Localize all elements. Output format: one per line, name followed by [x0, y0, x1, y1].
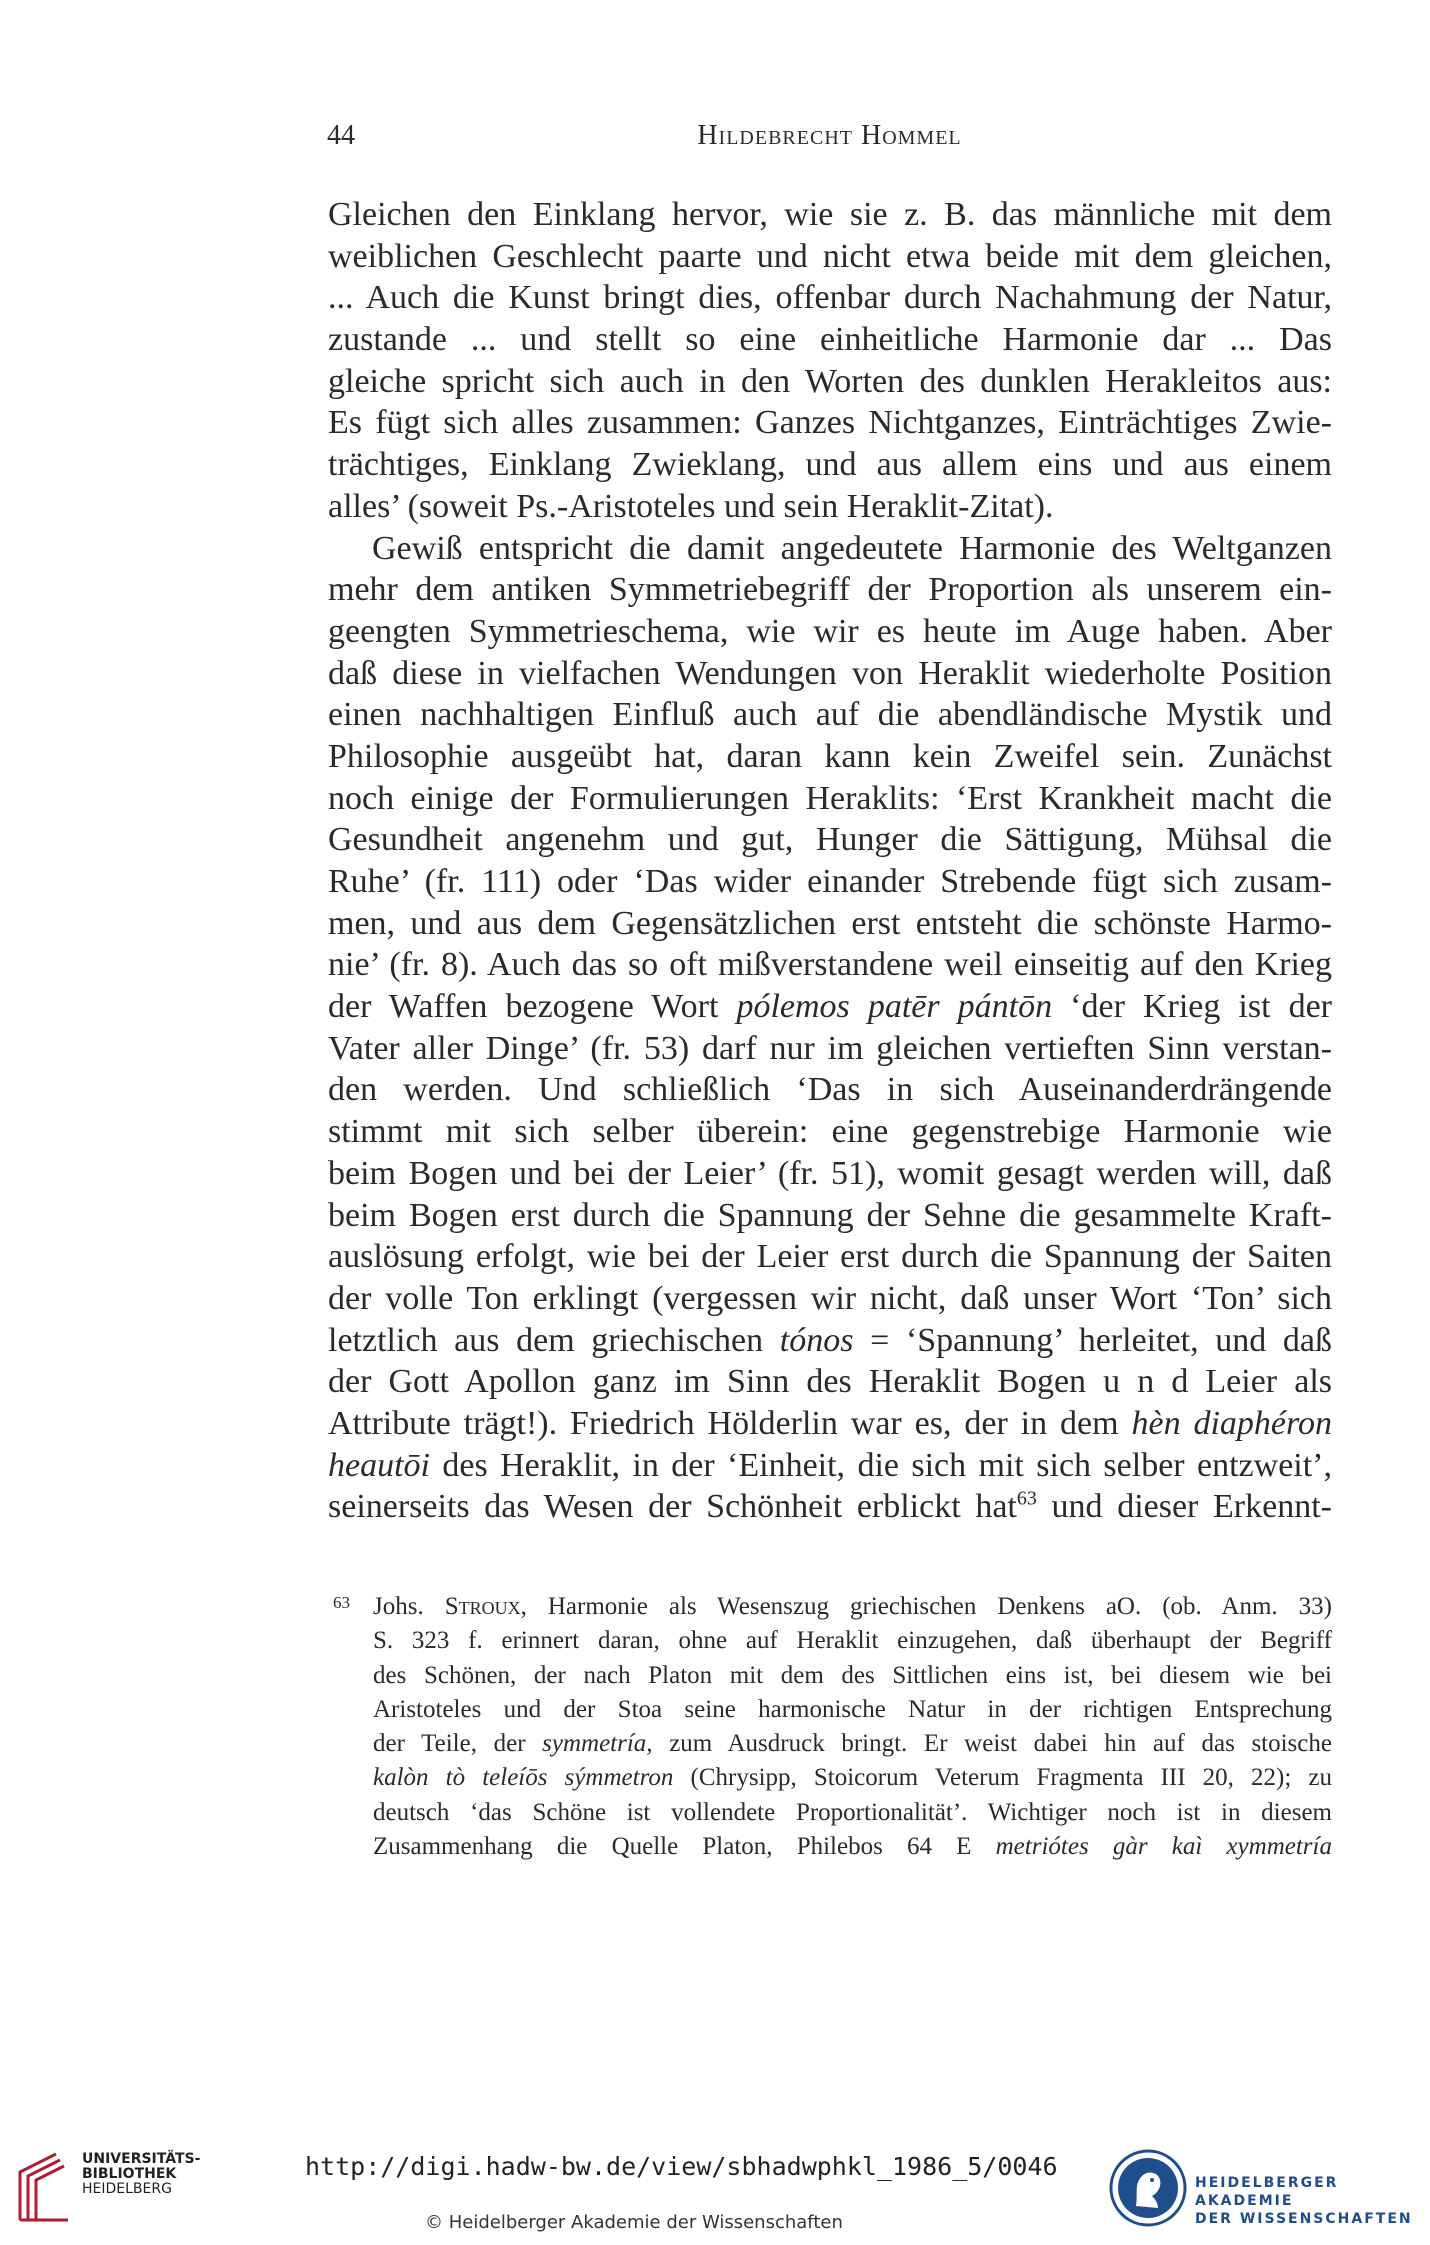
text-line: men, und aus dem Gegensätzlichen erst entsteht die schönste Harmo-	[328, 904, 1332, 942]
footnote-line: des Schönen, der nach Platon mit dem des Sittlichen eins ist, bei diesem wie bei	[373, 1661, 1332, 1689]
text-line	[328, 1403, 1332, 1445]
text-line: geengten Symmetrieschema, wie wir es heute im Auge haben. Aber	[328, 612, 1332, 650]
text-segment: zum Ausdruck bringt. Er weist dabei hin auf das stoische	[652, 1730, 1332, 1758]
text-line: beim Bogen und bei der Leier’ (fr. 51), womit gesagt werden will, daß	[328, 1154, 1332, 1192]
footnote-number: 63	[333, 1593, 350, 1612]
text-segment: ‘der Krieg ist der	[1052, 988, 1332, 1026]
academy-seal-icon	[1108, 2148, 1188, 2228]
academy-name	[1195, 2174, 1430, 2228]
author-name: Stroux	[444, 1593, 521, 1620]
running-head: Hildebrecht Hommel	[697, 120, 962, 151]
text-line	[328, 1445, 1332, 1487]
text-segment: letztlich aus dem griechischen	[328, 1321, 780, 1359]
text-line: ... Auch die Kunst bringt dies, offenbar durch Nachahmung der Natur,	[328, 279, 1332, 317]
page-header	[327, 120, 1332, 160]
greek-term: metriótes gàr kaì xymmetría	[995, 1833, 1332, 1861]
text-line: zustande ... und stellt so eine einheitliche Harmonie dar ... Das	[328, 321, 1332, 359]
text-segment: = ‘Spannung’ herleitet, und daß	[853, 1321, 1332, 1359]
text-line	[328, 1320, 1332, 1362]
academy-name-line: HEIDELBERGER AKADEMIE	[1195, 2175, 1339, 2209]
text-line: mehr dem antiken Symmetriebegriff der Proportion als unserem ein-	[328, 571, 1332, 609]
text-line	[328, 1486, 1332, 1528]
text-segment: und dieser Erkennt-	[1036, 1488, 1332, 1526]
page-number: 44	[327, 120, 355, 151]
text-line: gleiche spricht sich auch in den Worten des dunklen Herakleitos aus:	[328, 362, 1332, 400]
footnote	[328, 1590, 1332, 1864]
greek-term: pólemos patēr pántōn	[736, 988, 1053, 1026]
text-line: beim Bogen erst durch die Spannung der Sehne die gesammelte Kraft-	[328, 1196, 1332, 1234]
text-line: weiblichen Geschlecht paarte und nicht etwa beide mit dem gleichen,	[328, 237, 1332, 275]
text-line: daß diese in vielfachen Wendungen von Heraklit wiederholte Position	[328, 654, 1332, 692]
text-segment: (Chrysipp, Stoicorum Veterum Fragmenta III 20, 22); zu	[673, 1764, 1332, 1792]
text-line: den werden. Und schließlich ‘Das in sich Auseinanderdrängende	[328, 1071, 1332, 1109]
footnote-line: deutsch ‘das Schöne ist vollendete Proportionalität’. Wichtiger noch ist in diesem	[373, 1798, 1332, 1826]
footnote-line	[328, 1590, 1332, 1624]
university-library-name	[82, 2152, 200, 2197]
text-segment: der Waffen bezogene Wort	[328, 988, 737, 1026]
greek-term: heautōi	[328, 1446, 430, 1484]
text-line: trächtiges, Einklang Zwieklang, und aus allem eins und aus einem	[328, 446, 1332, 484]
text-segment: Zusammenhang die Quelle Platon, Philebos 64 E	[373, 1833, 996, 1861]
digitization-footer	[0, 2130, 1430, 2245]
text-line: Philosophie ausgeübt hat, daran kann kein Zweifel sein. Zunächst	[328, 737, 1332, 775]
copyright-notice: © Heidelberger Akademie der Wissenschaften	[425, 2212, 843, 2233]
text-line: Gesundheit angenehm und gut, Hunger die Sättigung, Mühsal die	[328, 821, 1332, 859]
text-line: Gleichen den Einklang hervor, wie sie z. B. das männliche mit dem	[328, 196, 1332, 233]
text-line: alles’ (soweit Ps.-Aristoteles und sein Heraklit-Zitat).	[328, 487, 1054, 525]
footnote-line	[328, 1727, 1332, 1761]
library-name-line: UNIVERSITÄTS-	[82, 2151, 201, 2167]
main-text	[328, 194, 1332, 1528]
greek-term: hèn diaphéron	[1131, 1404, 1332, 1442]
text-line: Vater aller Dinge’ (fr. 53) darf nur im gleichen vertieften Sinn verstan-	[328, 1029, 1332, 1067]
text-line: stimmt mit sich selber überein: eine gegenstrebige Harmonie wie	[328, 1113, 1332, 1151]
library-name-line: BIBLIOTHEK	[82, 2166, 177, 2182]
footnote-line: Aristoteles und der Stoa seine harmonische Natur in der richtigen Entsprechung	[373, 1695, 1332, 1723]
text-line: auslösung erfolgt, wie bei der Leier erst durch die Spannung der Saiten	[328, 1238, 1332, 1276]
text-line: der Gott Apollon ganz im Sinn des Heraklit Bogen u n d Leier als	[328, 1363, 1332, 1401]
footnote-line: S. 323 f. erinnert daran, ohne auf Heraklit einzugehen, daß überhaupt der Begriff	[373, 1627, 1332, 1655]
permalink-url[interactable]: http://digi.hadw-bw.de/view/sbhadwphkl_1986_5/0046	[305, 2152, 1058, 2181]
greek-term: symmetría,	[542, 1730, 653, 1758]
footnote-reference: 63	[1016, 1487, 1037, 1510]
text-segment: Attribute trägt!). Friedrich Hölderlin war es, der in dem	[328, 1404, 1132, 1442]
text-segment: , Harmonie als Wesenszug griechischen Denkens aO. (ob. Anm. 33)	[520, 1593, 1332, 1620]
footnote-line	[328, 1761, 1332, 1795]
text-line: der volle Ton erklingt (vergessen wir nicht, daß unser Wort ‘Ton’ sich	[328, 1279, 1332, 1317]
text-segment: Johs.	[373, 1593, 445, 1620]
text-line: nie’ (fr. 8). Auch das so oft mißverstandene weil einseitig auf den Krieg	[328, 946, 1332, 984]
text-segment: des Heraklit, in der ‘Einheit, die sich mit sich selber entzweit’,	[429, 1446, 1332, 1484]
text-line: Ruhe’ (fr. 111) oder ‘Das wider einander Strebende fügt sich zusam-	[328, 863, 1332, 900]
university-library-logo-icon	[10, 2150, 72, 2222]
text-segment: der Teile, der	[373, 1730, 543, 1758]
greek-term: tónos	[779, 1321, 854, 1359]
text-segment: seinerseits das Wesen der Schönheit erblickt hat	[328, 1488, 1017, 1526]
text-line	[328, 986, 1332, 1028]
footnote-line	[328, 1830, 1332, 1864]
greek-term: kalòn tò teleíōs sýmmetron	[373, 1764, 674, 1792]
library-name-line: HEIDELBERG	[82, 2181, 172, 2197]
text-line: noch einige der Formulierungen Heraklits: ‘Erst Krankheit macht die	[328, 779, 1332, 817]
academy-name-line: DER WISSENSCHAFTEN	[1195, 2211, 1413, 2227]
text-line: Gewiß entspricht die damit angedeutete Harmonie des Weltganzen	[372, 529, 1332, 567]
text-line: Es fügt sich alles zusammen: Ganzes Nichtganzes, Einträchtiges Zwie-	[328, 404, 1332, 442]
text-line: einen nachhaltigen Einfluß auch auf die abendländische Mystik und	[328, 696, 1332, 734]
